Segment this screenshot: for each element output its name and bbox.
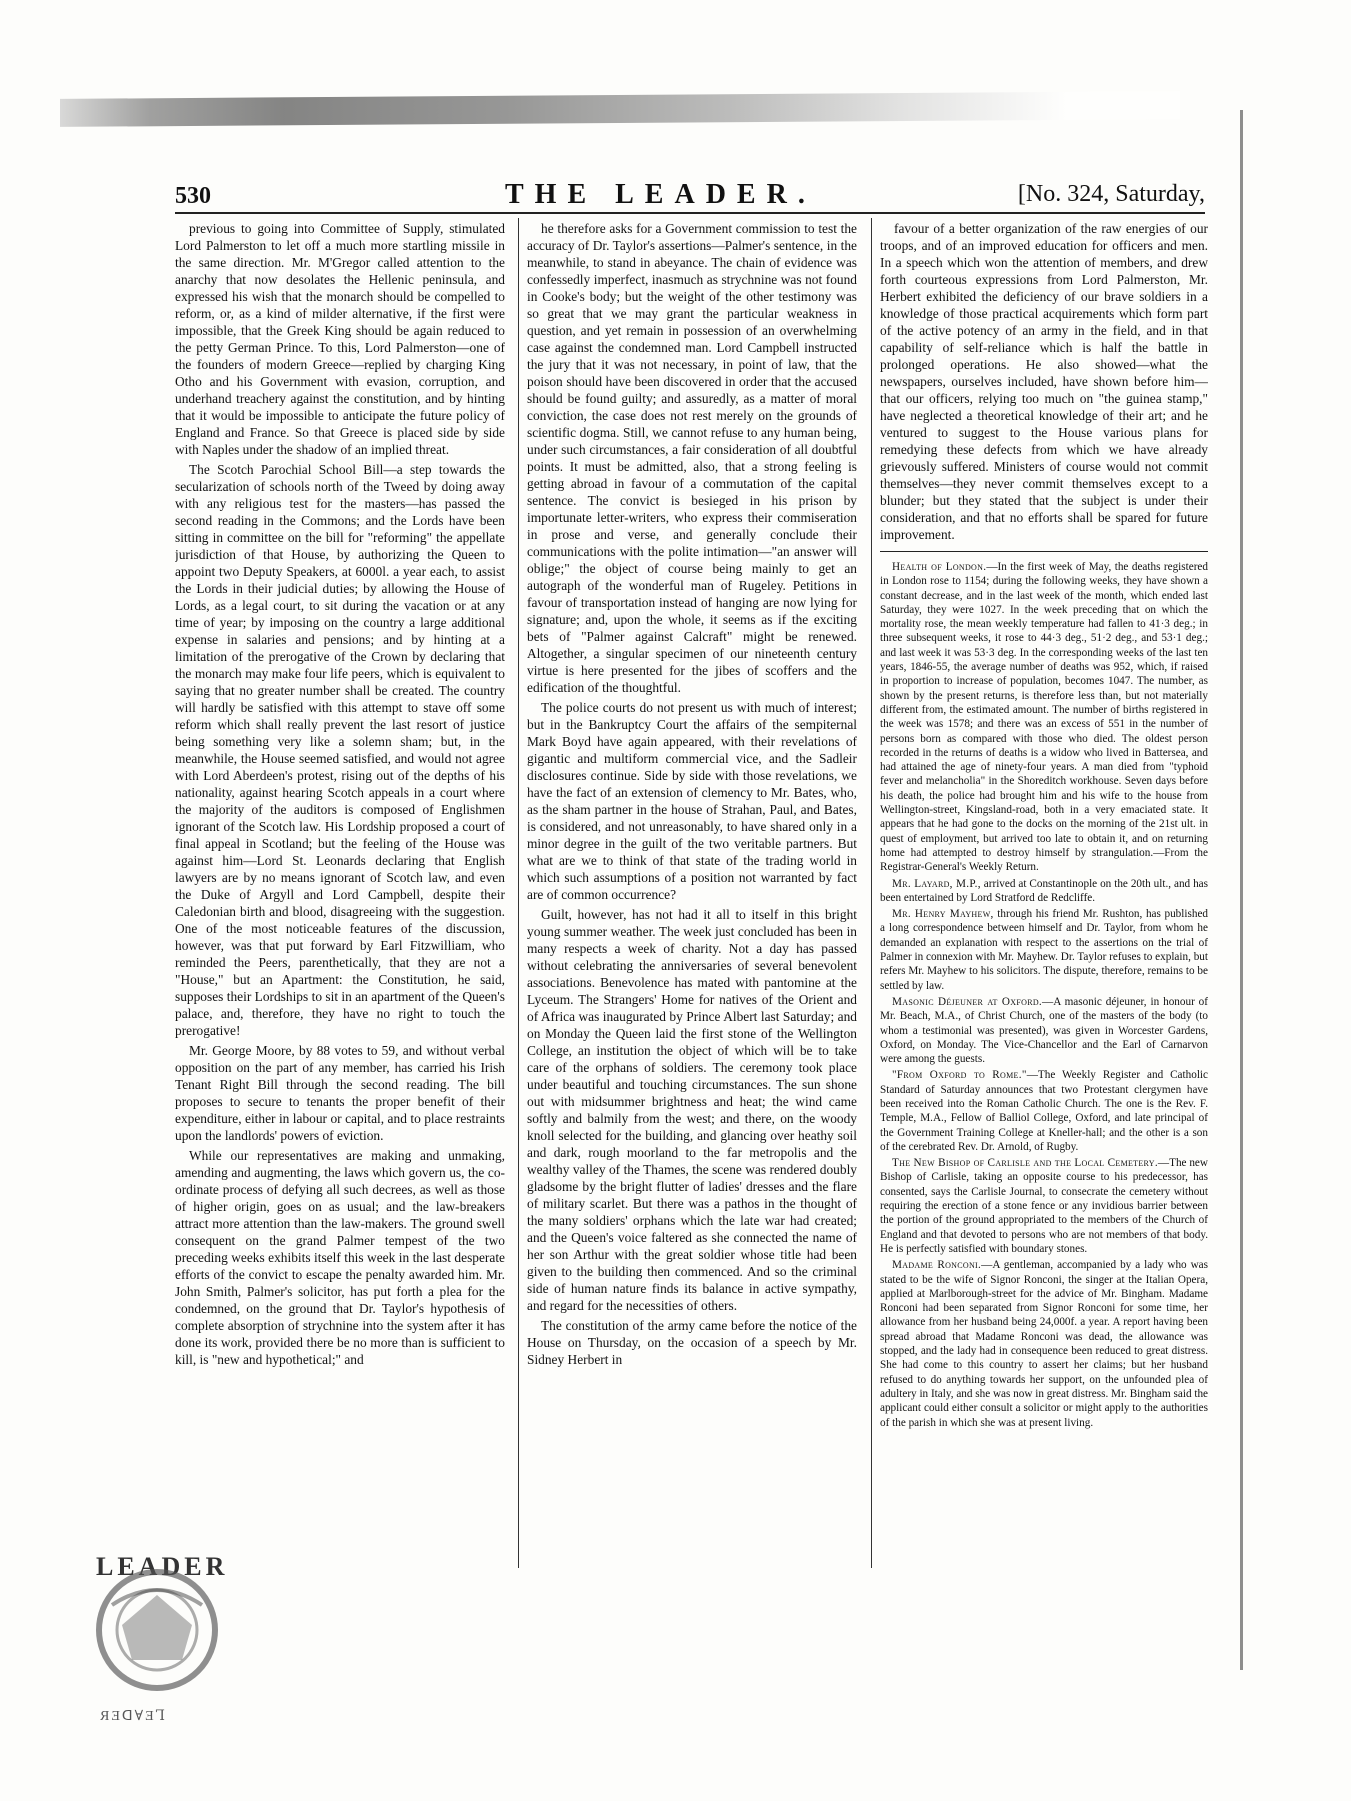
paragraph: The police courts do not present us with much of interest; but in the Bankruptcy Court the affairs of the sempiternal Mark Boyd have again appeared, with their revelations of gigantic and multiform commercial vice, and the Sadleir disclosures continue. Side by side with those revelations, we have the fact of an extension of clemency to Mr. Bates, who, as the sham partner in the house of Strahan, Paul, and Bates, is considered, and not unreasonably, to have shared only in a minor degree in the guilt of the two veritable partners. But what are we to think of that state of the trading world in which such assumptions of a position not warranted by fact are of common occurrence?	[527, 700, 857, 902]
news-item-text: arrived at Constantinople on the 20th ult., and has been entertained by Lord Stratford de Redcliffe.	[880, 877, 1208, 904]
page-number: 530	[175, 183, 211, 209]
news-item-text: —A masonic déjeuner, in honour of Mr. Beach, M.A., of Christ Church, one of the masters of the body (to whom a testimonial was presented), was given in Worcester Gardens, Oxford, on Monday. The Vice-Chancellor and the Earl of Carnarvon were among the guests.	[880, 995, 1208, 1066]
column-3	[880, 220, 1208, 1560]
paragraph: he therefore asks for a Government commission to test the accuracy of Dr. Taylor's assertions—Palmer's sentence, in the meanwhile, to stand in abeyance. The chain of evidence was confessedly imperfect, inasmuch as strychnine was not found in Cooke's body; but the weight of the other testimony was so great that we may grant the particular weakness in question, and yet remain in possession of an overwhelming case against the condemned man. Lord Campbell instructed the jury that it was not necessary, in point of law, that the poison should have been discovered in order that the accused should be found guilty; and assuredly, as a matter of moral conviction, the case does not rest merely on the grounds of scientific dogma. Still, we cannot refuse to any human being, under such circumstances, a fair consideration of all doubtful points. It must be admitted, also, that a strong feeling is getting abroad in favour of a commutation of the capital sentence. The convict is besieged in his prison by importunate letter-writers, who express their commiseration in prose and verse, and generally conclude their communications with the polite intimation—"an answer will oblige;" the object of course being mainly to get an autograph of the wonderful man of Rugeley. Petitions in favour of transportation instead of hanging are now lying for signature; and, upon the whole, it seems as if the exciting bets of "Palmer against Calcraft" might be renewed. Altogether, a singular specimen of our nineteenth century virtue is here presented for the jibes of scoffers and the edification of the thoughtful.	[527, 221, 857, 695]
masthead: THE LEADER.	[505, 179, 816, 210]
issue-label: [No. 324, Saturday,	[1017, 181, 1205, 207]
news-item	[880, 995, 1208, 1066]
news-item	[880, 907, 1208, 993]
news-item-heading: "From Oxford to Rome."	[892, 1069, 1027, 1082]
stamp-label: LEADER	[96, 1552, 229, 1581]
paragraph: Mr. George Moore, by 88 votes to 59, and without verbal opposition on the part of any member, has carried his Irish Tenant Right Bill through the second reading. The bill proposes to secure to tenants the proper benefit of their expenditure, either in labour or capital, and to place restraints upon the landlords' powers of eviction.	[175, 1043, 505, 1143]
paragraph: The Scotch Parochial School Bill—a step towards the secularization of schools north of the Tweed by doing away with any religious test for the masters—has passed the second reading in the Commons; and the Lords have been sitting in committee on the bill for "reforming" the appellate jurisdiction of that House, by authorizing the Queen to appoint two Deputy Speakers, at 6000l. a year each, to assist the Lords in their judicial duties; by allowing the House of Lords, as a legal court, to sit during the vacation or at any time of year; by imposing on the country a large additional expense in salaries and pensions; and by hinting at a limitation of the prerogative of the Crown by declaring that the monarch may make four life peers, which is equivalent to saying that no greater number shall be created. The country will hardly be satisfied with this attempt to stave off some reform which shall really prevent the last resort of justice being something very like a solemn sham; but, in the meanwhile, the House seemed satisfied, and would not agree with Lord Aberdeen's protest, rising out of the depths of his nationality, against hearing Scotch appeals in a court where the majority of the auditors is composed of Englishmen ignorant of the Scotch law. His Lordship proposed a court of final appeal in Scotland; but the feeling of the House was against him—Lord St. Leonards declaring that English lawyers are by no means ignorant of Scotch law, and even the Duke of Argyll and Lord Campbell, despite their Caledonian birth and blood, disagreeing with the suggestion. One of the most noticeable features of the discussion, however, was that put forward by Earl Fitzwilliam, who reminded the Peers, parenthetically, that they are not a "House," but an Apartment: the Constitution, he said, supposes their Lordships to sit in an apartment of the Queen's palace, and, therefore, they have no right to touch the prerogative!	[175, 462, 505, 1038]
news-item	[880, 877, 1208, 906]
news-item-heading: Health of London.	[892, 561, 987, 573]
news-item-heading: Mr. Layard, M.P.,	[892, 877, 981, 890]
column-1	[175, 220, 505, 1600]
news-item	[880, 1258, 1208, 1430]
news-item	[880, 1068, 1208, 1154]
column-rule	[518, 218, 519, 1568]
page-header	[175, 175, 1205, 215]
news-item-heading: Mr. Henry Mayhew,	[892, 908, 994, 921]
news-item	[880, 560, 1208, 875]
column-rule	[871, 218, 872, 1568]
news-item-text: —In the first week of May, the deaths registered in London rose to 1154; during the following weeks, they have shown a constant decrease, and in the last week of the month, which ended last Saturday, they were 1027. In the week preceding that on which the mortality rose, the mean weekly temperature had fallen to 41·3 deg.; in three subsequent weeks, it rose to 44·3 deg., 51·2 deg., and 53·1 deg.; and last week it was 53·3 deg. In the corresponding weeks of the last ten years, 1846-55, the average number of deaths was 952, which, if raised in proportion to increase of population, becomes 1047. The number, as shown by the present returns, is therefore less than, but not materially different from, the estimated amount. The number of births registered in the week was 1578; and there was an excess of 551 in the number of persons born as compared with those who died. The oldest person recorded in the returns of deaths is a widow who lived in Battersea, and had attained the age of ninety-four years. A man died from "typhoid fever and melancholia" in the Shoreditch workhouse. Seven days before his death, the police had brought him and his wife to the house from Wellington-street, Kingsland-road, both in a very emaciated state. It appears that he had gone to the docks on the morning of the 21st ult. in quest of employment, but arrived too late to obtain it, and on returning home had attempted to destroy himself by strangulation.—From the Registrar-General's Weekly Return.	[880, 561, 1208, 874]
news-item-text: —The new Bishop of Carlisle, taking an opposite course to his predecessor, has consented, says the Carlisle Journal, to consecrate the cemetery without requiring the erection of a stone fence or any invidious barrier between the portion of the ground appropriated to the members of the Church of England and that devoted to persons who are not members of that body. He is perfectly satisfied with boundary stones.	[880, 1157, 1208, 1255]
header-rule	[175, 212, 1205, 214]
stamp-mirrored-text: ЯƎᗡ∀ƎꞀ	[100, 1709, 167, 1724]
news-item-text: —A gentleman, accompanied by a lady who was stated to be the wife of Signor Ronconi, the singer at the Italian Opera, applied at Marlborough-street for the advice of Mr. Bingham. Madame Ronconi had been separated from Signor Ronconi for some time, her allowance from her husband being 24,000f. a year. A report having been spread abroad that Madame Ronconi was dead, the allowance was stopped, and the lady had in consequence been reduced to great distress. She had come to this country to assert her claims; but her husband refused to do anything towards her support, on the unfounded plea of adultery in Italy, and she was now in great distress. Mr. Bingham said the applicant could either consult a solicitor or might apply to the authorities of the parish in which she was at present living.	[880, 1259, 1208, 1429]
paragraph: The constitution of the army came before the notice of the House on Thursday, on the occasion of a speech by Mr. Sidney Herbert in	[527, 1318, 857, 1367]
paragraph: While our representatives are making and unmaking, amending and augmenting, the laws which govern us, the co-ordinate process of defying all such decrees, as well as those of higher origin, goes on as usual; and the law-breakers attract more attention than the law-makers. The ground swell consequent on the grand Palmer tempest of the two preceding weeks exhibits itself this week in the last desperate efforts of the convict to escape the penalty awarded him. Mr. John Smith, Palmer's solicitor, has put forth a plea for the condemned, on the ground that Dr. Taylor's hypothesis of complete absorption of strychnine into the system after it has done its work, provided there be no more than is sufficient to kill, is "new and hypothetical;" and	[175, 1148, 505, 1367]
news-item	[880, 1156, 1208, 1256]
news-item-heading: Masonic Déjeuner at Oxford.	[892, 995, 1043, 1008]
paragraph: previous to going into Committee of Supply, stimulated Lord Palmerston to let off a much more startling missile in the same direction. Mr. M'Gregor called attention to the anarchy that now desolates the Hellenic peninsula, and expressed his wish that the monarch should be compelled to reform, or, as a kind of milder alternative, if the first were impossible, that the Greek King should be again reduced to the petty German Prince. To this, Lord Palmerston—one of the founders of modern Greece—replied by charging King Otho and his Government with evasion, corruption, and underhand treachery against the constitution, and by hinting that it would be impossible to anticipate the future policy of England and France. So that Greece is placed side by side with Naples under the shadow of an implied threat.	[175, 221, 505, 457]
news-item-heading: Madame Ronconi.	[892, 1259, 982, 1272]
news-notes	[880, 560, 1208, 1430]
paragraph: favour of a better organization of the raw energies of our troops, and of an improved education for officers and men. In a speech which won the attention of members, and drew forth courteous expressions from Lord Palmerston, Mr. Herbert exhibited the deficiency of our brave soldiers in a knowledge of those practical acquirements which form part of the active potency of an army in the field, and in that capability of self-reliance which is half the battle in prolonged operations. He also showed—what the newspapers, ourselves included, have shown before him—that our officers, relying too much on "the guinea stamp," have neglected a theoretical knowledge of their art; and he ventured to suggest to the House various plans for remedying these defects from which we have already grievously suffered. Ministers of course would not commit themselves—they never commit themselves except to a blunder; but they stated that the subject is under their consideration, and that no efforts shall be spared for future improvement.	[880, 221, 1208, 542]
library-stamp	[92, 1565, 222, 1695]
news-item-text: through his friend Mr. Rushton, has published a long correspondence between himself and Dr. Taylor, from whom he demanded an explanation with respect to the assertions on the trial of Palmer in connexion with Mr. Mayhew. Dr. Taylor refuses to explain, but refers Mr. Mayhew to his solicitors. The dispute, therefore, remains to be settled by law.	[880, 908, 1208, 992]
news-item-text: —The Weekly Register and Catholic Standard of Saturday announces that two Protestant clergymen have been received into the Roman Catholic Church. The one is the Rev. F. Temple, M.A., Fellow of Balliol College, Oxford, and late principal of the Government Training College at Kneller-hall; and the other is a son of the cerebrated Rev. Dr. Arnold, of Rugby.	[880, 1069, 1208, 1153]
column-2	[527, 220, 857, 1570]
news-item-heading: The New Bishop of Carlisle and the Local Cemetery.	[892, 1157, 1158, 1170]
scan-smudge	[60, 91, 1180, 127]
section-rule	[880, 551, 1208, 552]
paragraph: Guilt, however, has not had it all to itself in this bright young summer weather. The week just concluded has been in many respects a week of charity. Not a day has passed without celebrating the anniversaries of several benevolent associations. Benevolence has mated with pantomine at the Lyceum. The Strangers' Home for natives of the Orient and of Africa was inaugurated by Prince Albert last Saturday; and on Monday the Queen laid the first stone of the Wellington College, an institution the object of which will be to take care of the orphans of soldiers. The ceremony took place under beautiful and touching circumstances. The sun shone out with midsummer brightness and heat; the wind came softly and balmily from the west; and there, on the woody knoll selected for the building, and glancing over heathy soil and dark, rough moorland to the far metropolis and the wealthy valley of the Thames, the scene was rendered doubly gladsome by the bright flutter of ladies' dresses and the flare of military scarlet. But there was a pathos in the thought of the many soldiers' orphans which the late war had created; and the Queen's voice faltered as she connected the name of her son Arthur with the great soldier whose title had been given to the building then commenced. And so the criminal side of human nature finds its balance in active sympathy, and regard for the necessities of others.	[527, 907, 857, 1313]
page-edge	[1240, 110, 1243, 1670]
